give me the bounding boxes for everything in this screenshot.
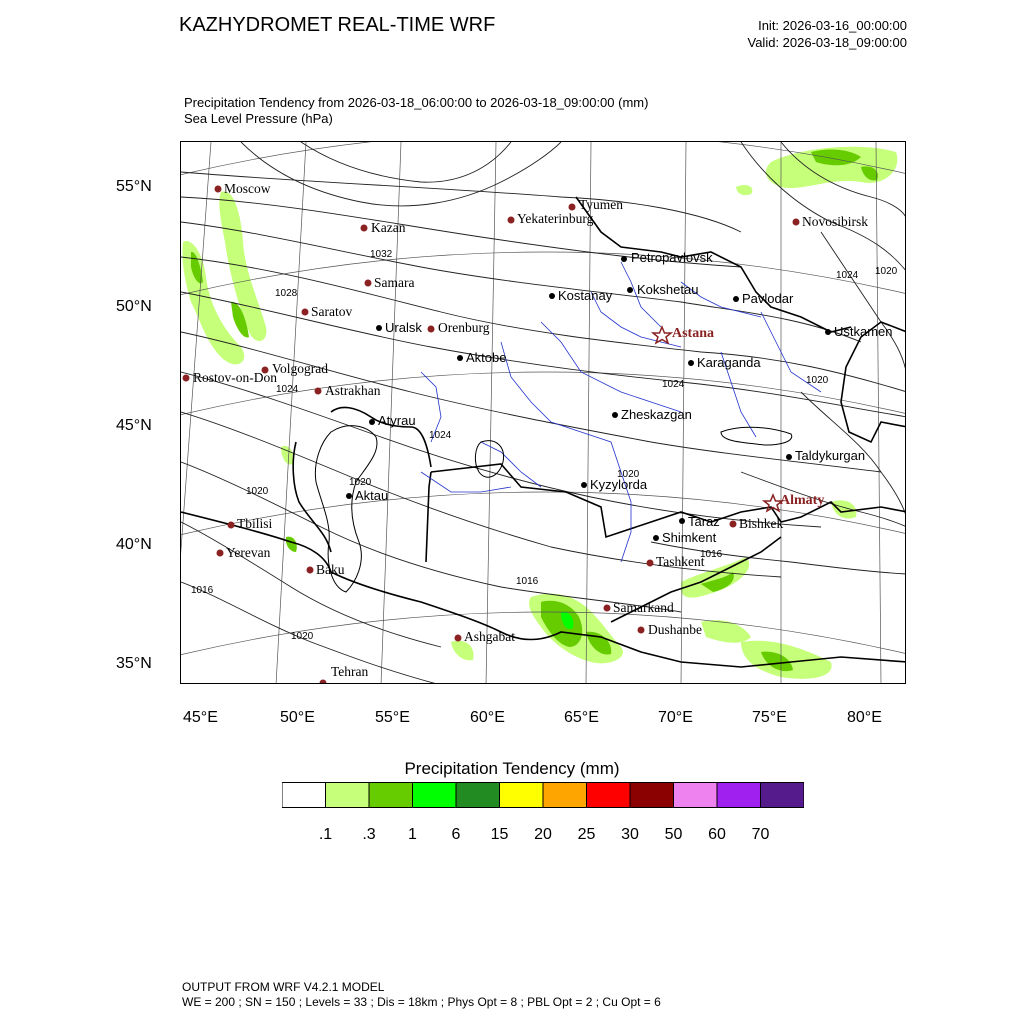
city-label-almaty: Almaty (780, 493, 825, 508)
city-label-saratov: Saratov (311, 304, 353, 319)
isobar-label: 1024 (429, 430, 452, 441)
city-label-tbilisi: Tbilisi (237, 516, 273, 531)
colorbar-swatch (543, 783, 587, 808)
lon-label-75: 75°E (752, 709, 787, 726)
city-label-zheskazgan: Zheskazgan (621, 407, 692, 422)
lon-label-55: 55°E (375, 709, 410, 726)
city-label-aktau: Aktau (355, 488, 389, 503)
city-label-baku: Baku (316, 562, 345, 577)
colorbar-swatch (413, 783, 457, 808)
isobar-label: 1028 (275, 288, 298, 299)
lon-label-45: 45°E (183, 709, 218, 726)
colorbar-tick-label: 30 (621, 826, 639, 843)
colorbar-tick-label: 6 (451, 826, 461, 843)
lon-label-80: 80°E (847, 709, 882, 726)
city-label-karaganda: Karaganda (697, 355, 761, 370)
city-label-astrakhan: Astrakhan (325, 383, 381, 398)
isobar-label: 1020 (349, 477, 372, 488)
colorbar-swatch (717, 783, 761, 808)
city-label-bishkek: Bishkek (739, 516, 784, 531)
city-label-novosibirsk: Novosibirsk (802, 214, 869, 229)
map-panel (180, 141, 906, 684)
colorbar-swatch (500, 783, 544, 808)
city-label-pavlodar: Pavlodar (742, 291, 794, 306)
isobar-label: 1020 (291, 631, 314, 642)
colorbar-tick-label: 25 (577, 826, 596, 843)
city-label-yekaterinburg: Yekaterinburg (517, 211, 594, 226)
isobar-label: 1020 (617, 469, 640, 480)
city-label-kokshetau: Kokshetau (637, 282, 699, 297)
colorbar-swatch (630, 783, 674, 808)
city-label-aktobe: Aktobe (466, 350, 507, 365)
lat-label-55: 55°N (116, 178, 152, 195)
city-label-kostanay: Kostanay (558, 288, 613, 303)
isobar-label: 1024 (836, 270, 859, 281)
valid-time: Valid: 2026-03-18_09:00:00 (747, 35, 907, 50)
water-bodies (315, 426, 791, 592)
lon-label-65: 65°E (564, 709, 599, 726)
lat-label-35: 35°N (116, 655, 152, 672)
city-label-moscow: Moscow (224, 181, 271, 196)
colorbar-tick-label: .1 (318, 826, 333, 843)
colorbar-tick-label: 20 (534, 826, 552, 843)
city-label-yerevan: Yerevan (226, 545, 271, 560)
city-label-tashkent: Tashkent (656, 554, 705, 569)
city-label-taldykurgan: Taldykurgan (795, 448, 866, 463)
isobar-label: 1024 (662, 379, 685, 390)
isobar-label: 1020 (875, 266, 898, 277)
isobar-label: 1020 (806, 375, 829, 386)
colorbar-title: Precipitation Tendency (mm) (404, 759, 620, 778)
footer-model: OUTPUT FROM WRF V4.2.1 MODEL (182, 980, 385, 994)
colorbar-tick-label: .3 (362, 826, 376, 843)
city-label-ustkamen: Ustkamen (834, 324, 893, 339)
city-label-kyzylorda: Kyzylorda (590, 477, 648, 492)
subtitle-slp: Sea Level Pressure (hPa) (184, 111, 333, 126)
lon-label-70: 70°E (658, 709, 693, 726)
isobar-label: 1024 (276, 384, 299, 395)
isobar-label: 1016 (191, 585, 214, 596)
colorbar-tick-label: 15 (490, 826, 509, 843)
colorbar (282, 782, 804, 808)
city-label-volgograd: Volgograd (272, 361, 328, 376)
lon-label-50: 50°E (280, 709, 315, 726)
lat-label-45: 45°N (116, 417, 152, 434)
colorbar-tick-label: 1 (408, 826, 417, 843)
city-label-uralsk: Uralsk (385, 320, 422, 335)
city-label-atyrau: Atyrau (378, 413, 416, 428)
colorbar-tick-label: 60 (708, 826, 726, 843)
colorbar-swatch (369, 783, 413, 808)
chart-title: KAZHYDROMET REAL-TIME WRF (179, 14, 496, 36)
city-label-petropavlovsk: Petropavlovsk (631, 250, 713, 265)
isobar-label: 1032 (370, 249, 393, 260)
city-label-taraz: Taraz (688, 514, 720, 529)
city-label-orenburg: Orenburg (438, 320, 490, 335)
city-label-samarkand: Samarkand (613, 600, 674, 615)
colorbar-swatch (761, 783, 805, 808)
colorbar-swatch (587, 783, 631, 808)
footer-config: WE = 200 ; SN = 150 ; Levels = 33 ; Dis = 18km ; Phys Opt = 8 ; PBL Opt = 2 ; Cu Opt = 6 (182, 995, 661, 1009)
city-label-astana: Astana (672, 326, 715, 341)
city-label-shimkent: Shimkent (662, 530, 717, 545)
colorbar-tick-label: 50 (664, 826, 683, 843)
city-markers (183, 186, 832, 685)
colorbar-swatch (282, 783, 326, 808)
city-label-kazan: Kazan (371, 220, 406, 235)
colorbar-swatch (456, 783, 500, 808)
isobar-label: 1016 (700, 549, 723, 560)
isobar-label: 1016 (516, 576, 539, 587)
city-label-samara: Samara (374, 275, 415, 290)
city-label-tehran: Tehran (331, 664, 369, 679)
city-label-rostov: Rostov-on-Don (193, 370, 277, 385)
lon-label-60: 60°E (470, 709, 505, 726)
colorbar-swatch (674, 783, 718, 808)
init-time: Init: 2026-03-16_00:00:00 (758, 18, 907, 33)
lat-label-50: 50°N (116, 298, 152, 315)
city-label-tyumen: Tyumen (579, 197, 624, 212)
isobar-label: 1020 (246, 486, 269, 497)
city-label-ashgabat: Ashgabat (464, 629, 515, 644)
colorbar-tick-label: 70 (751, 826, 770, 843)
colorbar-swatch (326, 783, 370, 808)
lat-label-40: 40°N (116, 536, 152, 553)
city-label-dushanbe: Dushanbe (648, 622, 702, 637)
subtitle-precip: Precipitation Tendency from 2026-03-18_06:00:00 to 2026-03-18_09:00:00 (mm) (184, 95, 649, 110)
